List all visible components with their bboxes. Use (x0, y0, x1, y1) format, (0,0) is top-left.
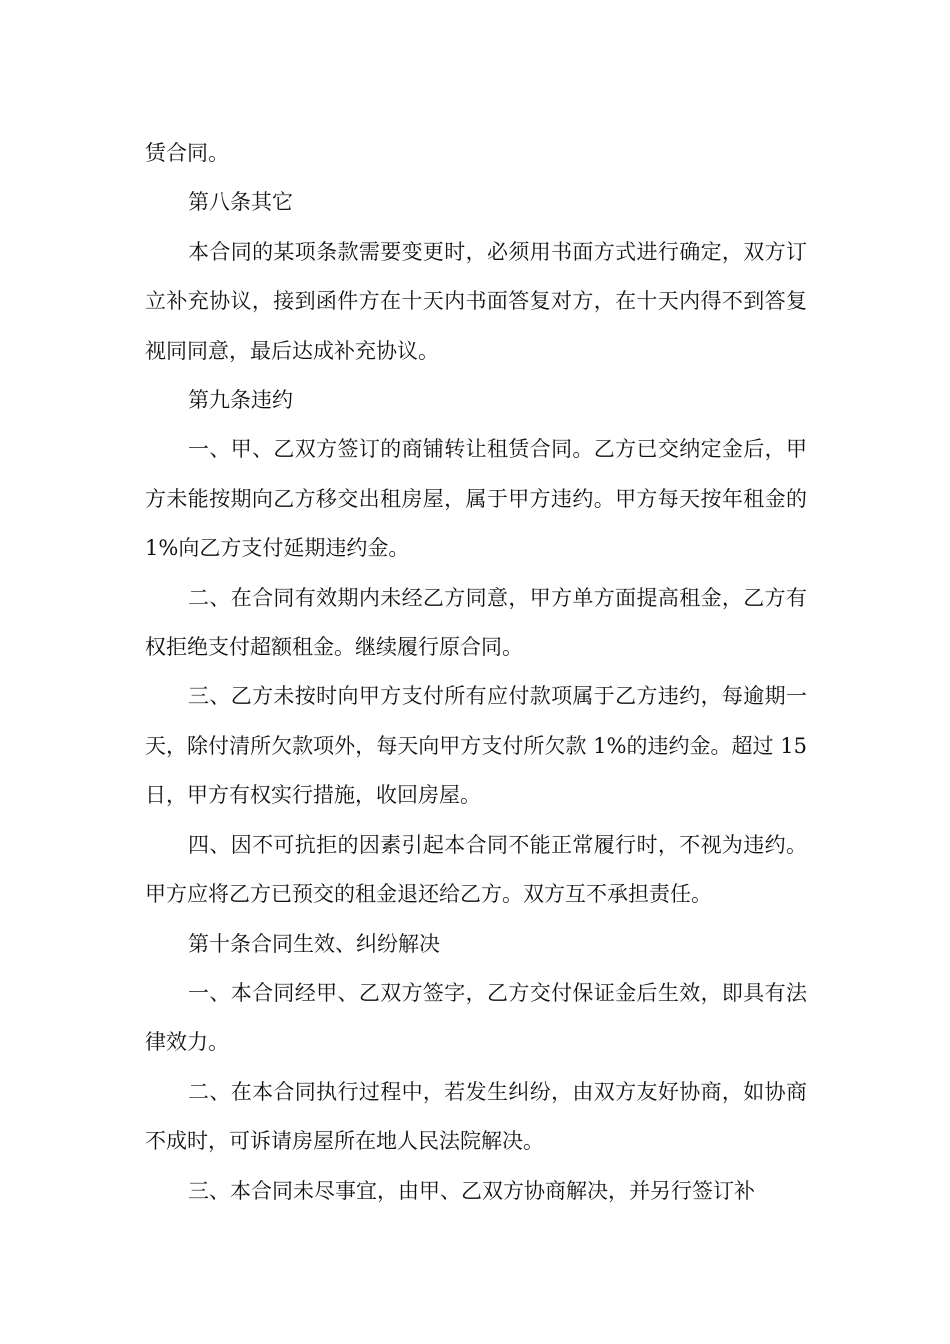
paragraph-continuation: 赁合同。 (145, 141, 229, 165)
paragraph-article-8-body: 本合同的某项条款需要变更时，必须用书面方式进行确定，双方订立补充协议，接到函件方在十天内书面答复对方，在十天内得不到答复视同同意，最后达成补充协议。 (145, 239, 807, 363)
document-body (145, 129, 807, 1216)
paragraph-article-9-clause-4: 四、因不可抗拒的因素引起本合同不能正常履行时，不视为违约。甲方应将乙方已预交的租金退还给乙方。双方互不承担责任。 (145, 832, 807, 907)
paragraph-article-9-clause-3: 三、乙方未按时向甲方支付所有应付款项属于乙方违约，每逾期一天，除付清所欠款项外，每天向甲方支付所欠款 1%的违约金。超过 15 日，甲方有权实行措施，收回房屋。 (145, 684, 807, 808)
paragraph-article-9-clause-2: 二、在合同有效期内未经乙方同意，甲方单方面提高租金，乙方有权拒绝支付超额租金。继续履行原合同。 (145, 585, 807, 660)
paragraph-article-10-clause-1: 一、本合同经甲、乙双方签字，乙方交付保证金后生效，即具有法律效力。 (145, 980, 807, 1055)
paragraph-article-10-clause-3: 三、本合同未尽事宜，由甲、乙双方协商解决，并另行签订补 (188, 1178, 755, 1203)
paragraph-article-9-clause-1: 一、甲、乙双方签订的商铺转让租赁合同。乙方已交纳定金后，甲方未能按期向乙方移交出租房屋，属于甲方违约。甲方每天按年租金的1%向乙方支付延期违约金。 (145, 437, 807, 561)
section-heading-article-8: 第八条其它 (188, 190, 293, 215)
paragraph-article-10-clause-2: 二、在本合同执行过程中，若发生纠纷，由双方友好协商，如协商不成时，可诉请房屋所在地人民法院解决。 (145, 1079, 807, 1154)
section-heading-article-10: 第十条合同生效、纠纷解决 (188, 931, 440, 956)
section-heading-article-9: 第九条违约 (188, 388, 293, 413)
